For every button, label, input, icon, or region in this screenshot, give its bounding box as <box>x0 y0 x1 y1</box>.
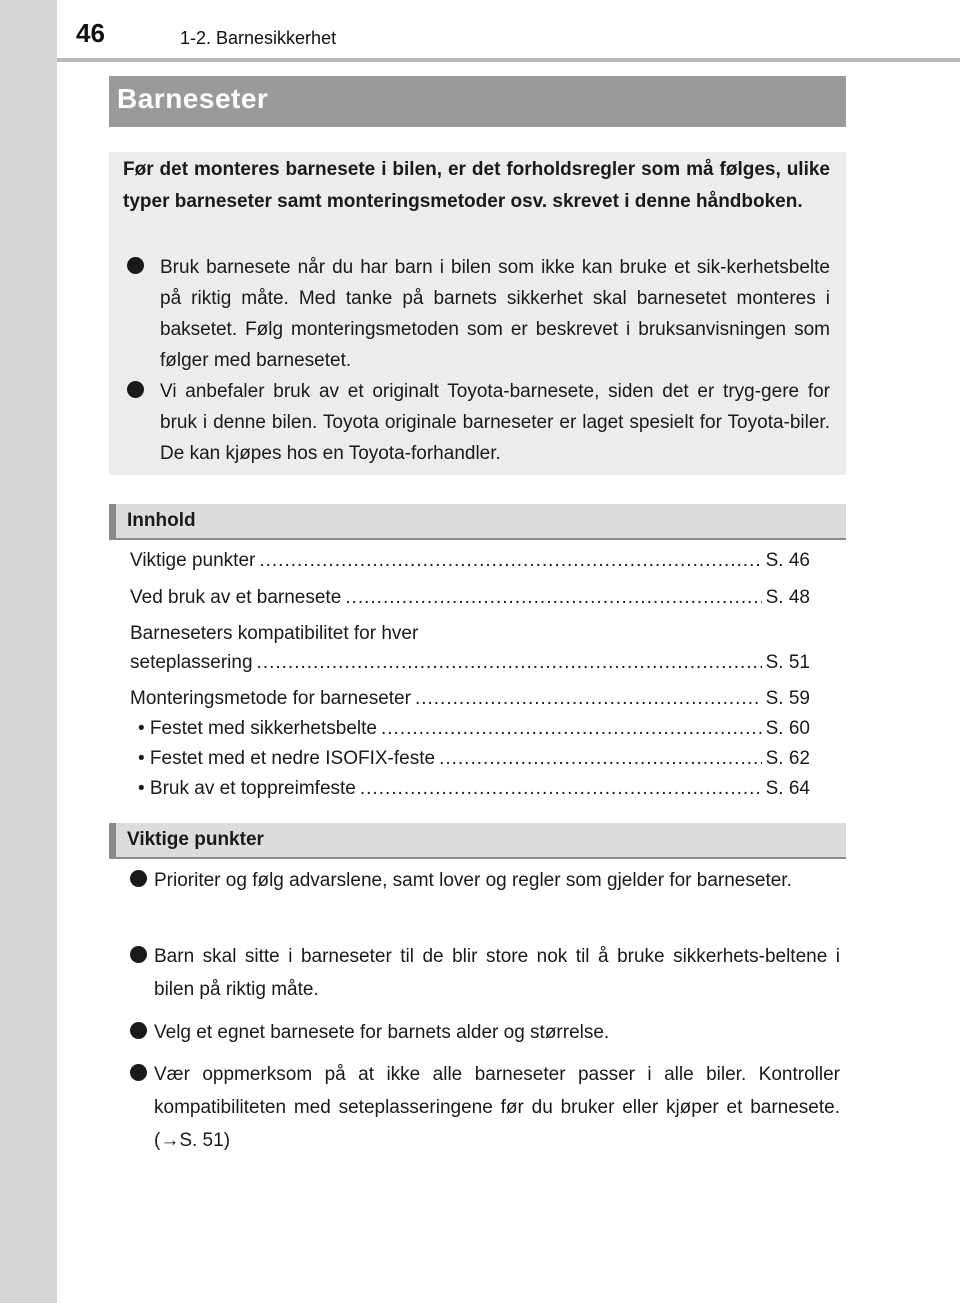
points-heading-bar <box>109 823 846 859</box>
intro-box <box>109 152 846 475</box>
list-item <box>130 864 840 897</box>
toc-entry-page: S. 64 <box>765 778 810 799</box>
toc-leader-dots <box>257 652 762 674</box>
toc-entry-page: S. 62 <box>765 748 810 769</box>
toc-leader-dots <box>439 748 762 770</box>
list-item-text: Prioriter og følg advarslene, samt lover og regler som gjelder for barneseter. <box>154 870 792 891</box>
toc-entry-label: Viktige punkter <box>130 550 256 571</box>
toc-entry[interactable] <box>130 652 810 674</box>
points-heading: Viktige punkter <box>127 829 264 850</box>
list-item-text: Barn skal sitte i barneseter til de blir store nok til å bruke sikkerhets-beltene i bilen på riktig måte. <box>154 946 840 1000</box>
bullet-dot-icon <box>130 1022 147 1039</box>
toc-entry-page: S. 60 <box>765 718 810 739</box>
page-title: Barneseter <box>117 83 269 114</box>
toc-entry-wrap[interactable] <box>130 623 810 645</box>
list-item <box>130 1016 840 1049</box>
toc-leader-dots <box>415 688 762 710</box>
bullet-dot-icon <box>130 946 147 963</box>
list-item-text: Vær oppmerksom på at ikke alle barneseter passer i alle biler. Kontroller kompatibiliteten med seteplasseringene før du bruker eller kjøper et barnesete. (→S. 51) <box>154 1064 840 1151</box>
toc-entry-page: S. 59 <box>765 688 810 709</box>
toc-entry-label: • Bruk av et toppreimfeste <box>138 778 356 799</box>
toc-leader-dots <box>345 587 761 609</box>
toc-leader-dots <box>360 778 762 800</box>
toc-entry[interactable] <box>130 688 810 710</box>
intro-bullet <box>123 376 830 469</box>
toc-entry-page: S. 46 <box>765 550 810 571</box>
toc-entry-label: Monteringsmetode for barneseter <box>130 688 411 709</box>
toc-subentry[interactable] <box>138 778 810 800</box>
toc-entry-label: Barneseters kompatibilitet for hver <box>130 623 419 644</box>
toc-entry[interactable] <box>130 550 810 572</box>
list-item <box>130 1058 840 1157</box>
intro-bullet-text: Vi anbefaler bruk av et originalt Toyota-barnesete, siden det er tryg-gere for bruk i denne bilen. Toyota originale barneseter er laget spesielt for Toyota-biler. De kan kjøpes hos en Toyota-forhandler. <box>160 381 830 464</box>
toc-entry-label: • Festet med et nedre ISOFIX-feste <box>138 748 436 769</box>
toc-entry-label: • Festet med sikkerhetsbelte <box>138 718 377 739</box>
toc-leader-dots <box>259 550 761 572</box>
toc-entry-label: seteplassering <box>130 652 253 673</box>
contents-heading-bar <box>109 504 846 540</box>
contents-heading: Innhold <box>127 510 196 531</box>
header-rule <box>57 58 960 62</box>
toc-entry-label: Ved bruk av et barnesete <box>130 587 342 608</box>
list-item-text: Velg et egnet barnesete for barnets alder og størrelse. <box>154 1022 610 1043</box>
intro-bullet-text: Bruk barnesete når du har barn i bilen som ikke kan bruke et sik-kerhetsbelte på riktig måte. Med tanke på barnets sikkerhet skal barnesetet monteres i baksetet. Følg monteringsmetoden som er beskrevet i bruksanvisningen som følger med barnesetet. <box>160 257 830 371</box>
bullet-dot-icon <box>127 257 144 274</box>
toc-subentry[interactable] <box>138 718 810 740</box>
bullet-dot-icon <box>130 1064 147 1081</box>
toc-subentry[interactable] <box>138 748 810 770</box>
side-margin-bar <box>0 0 57 1303</box>
title-bar <box>109 76 846 127</box>
intro-bullet <box>123 252 830 376</box>
toc-entry-page: S. 51 <box>765 652 810 673</box>
list-item <box>130 940 840 1006</box>
toc-entry[interactable] <box>130 587 810 609</box>
bullet-dot-icon <box>130 870 147 887</box>
intro-lead: Før det monteres barnesete i bilen, er det forholdsregler som må følges, ulike typer barneseter samt monteringsmetoder osv. skrevet i denne håndboken. <box>123 159 830 212</box>
toc-leader-dots <box>381 718 762 740</box>
section-label: 1-2. Barnesikkerhet <box>180 28 337 48</box>
toc-entry-page: S. 48 <box>765 587 810 608</box>
page-number: 46 <box>76 18 105 48</box>
bullet-dot-icon <box>127 381 144 398</box>
